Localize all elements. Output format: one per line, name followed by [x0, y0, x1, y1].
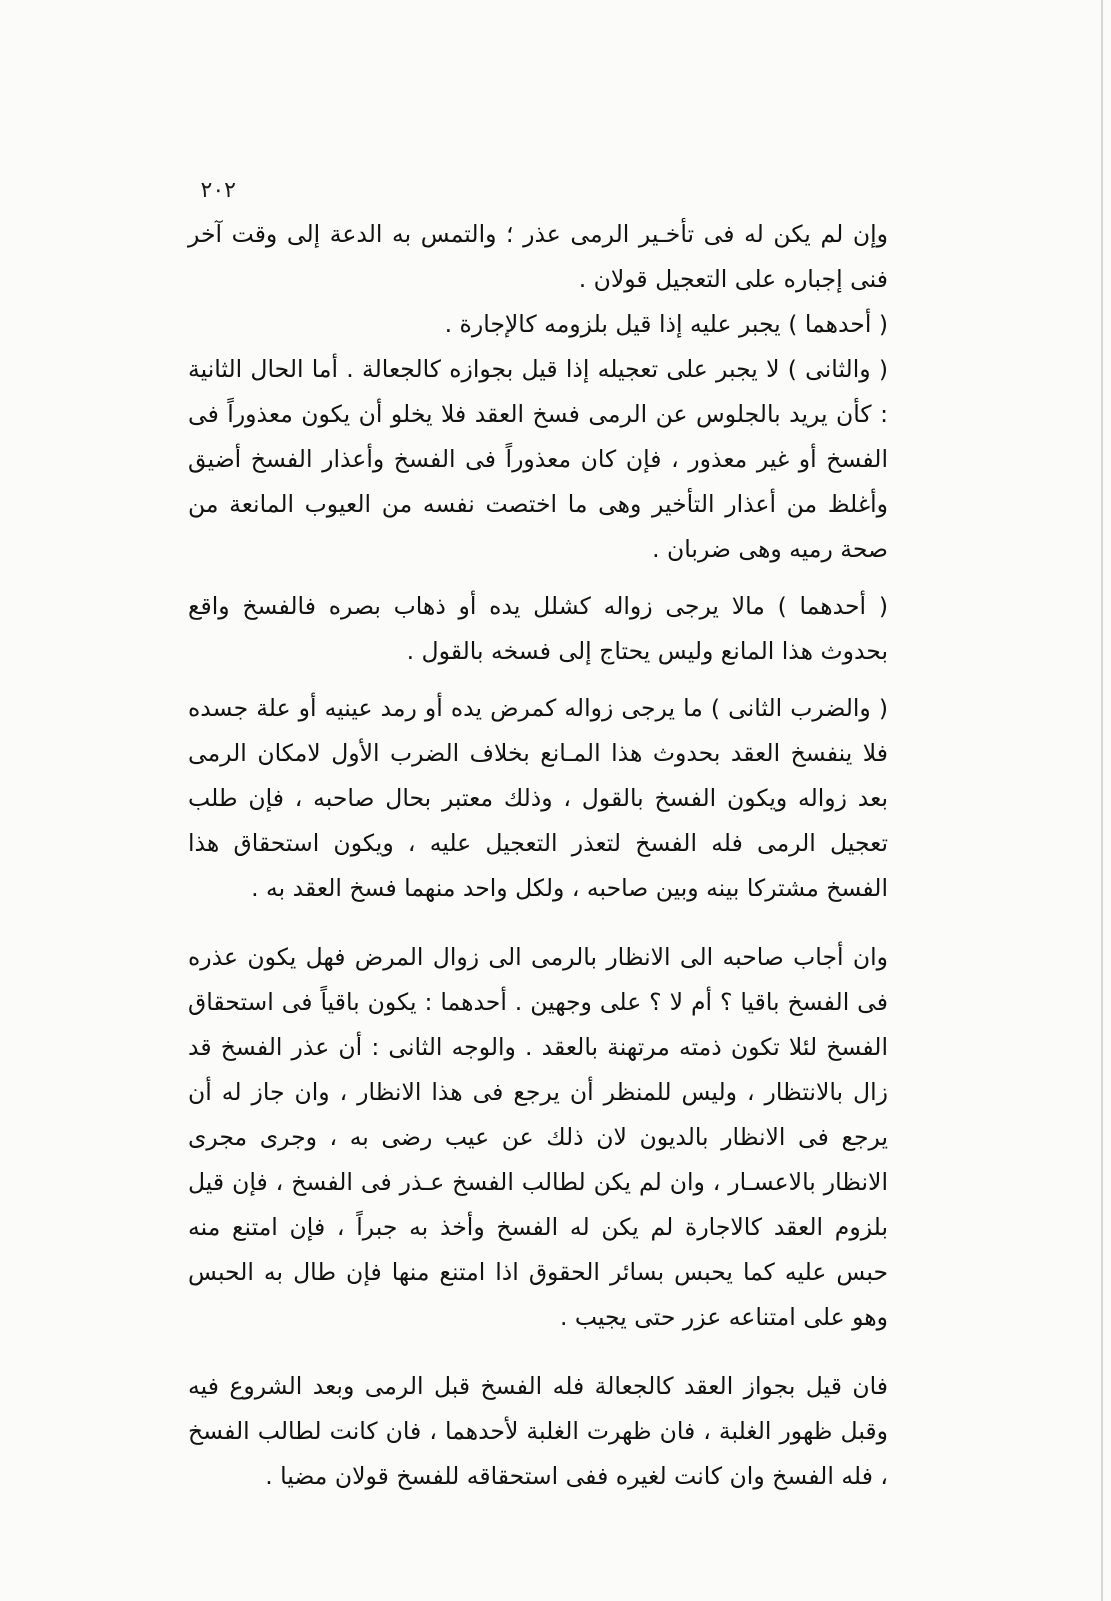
paragraph-2: ( أحدهما ) يجبر عليه إذا قيل بلزومه كالإجارة . [444, 310, 888, 338]
scan-edge-line [1101, 0, 1103, 1601]
body-text [188, 212, 888, 1499]
paragraph-3: ( والثانى ) لا يجبر على تعجيله إذا قيل بجوازه كالجعالة . أما الحال الثانية : كأن يريد بالجلوس عن الرمى فسخ العقد فلا يخلو أن يكون معذوراً فى الفسخ أو غير معذور ، فإن كان معذوراً فى الفسخ وأعذار الفسخ أضيق وأغلظ من أعذار التأخير وهى ما اختصت نفسه من العيوب المانعة من صحة رميه وهى ضربان . [188, 355, 888, 563]
paragraph-1: وإن لم يكن له فى تأخـير الرمى عذر ؛ والتمس به الدعة إلى وقت آخر فنى إجباره على التعجيل قولان . [188, 220, 888, 293]
paragraph-5: ( والضرب الثانى ) ما يرجى زواله كمرض يده أو رمد عينيه أو علة جسده فلا ينفسخ العقد بحدوث هذا المـانع بخلاف الضرب الأول لامكان الرمى بعد زواله ويكون الفسخ بالقول ، وذلك معتبر بحال صاحبه ، فإن طلب تعجيل الرمى فله الفسخ لتعذر التعجيل عليه ، ويكون استحقاق هذا الفسخ مشتركا بينه وبين صاحبه ، ولكل واحد منهما فسخ العقد به . [188, 694, 888, 902]
paragraph-6: وان أجاب صاحبه الى الانظار بالرمى الى زوال المرض فهل يكون عذره فى الفسخ باقيا ؟ أم لا ؟ على وجهين . أحدهما : يكون باقياً فى استحقاق الفسخ لئلا تكون ذمته مرتهنة بالعقد . والوجه الثانى : أن عذر الفسخ قد زال بالانتظار ، وليس للمنظر أن يرجع فى هذا الانظار ، وان جاز له أن يرجع فى الانظار بالديون لان ذلك عن عيب رضى به ، وجرى مجرى الانظار بالاعسـار ، وان لم يكن لطالب الفسخ عـذر فى الفسخ ، فإن قيل بلزوم العقد كالاجارة لم يكن له الفسخ وأخذ به جبراً ، فإن امتنع منه حبس عليه كما يحبس بسائر الحقوق اذا امتنع منها فإن طال به الحبس وهو على امتناعه عزر حتى يجيب . [188, 943, 888, 1331]
paragraph-7: فان قيل بجواز العقد كالجعالة فله الفسخ قبل الرمى وبعد الشروع فيه وقبل ظهور الغلبة ، فان ظهرت الغلبة لأحدهما ، فان كانت لطالب الفسخ ، فله الفسخ وان كانت لغيره ففى استحقاقه للفسخ قولان مضيا . [188, 1372, 888, 1490]
paragraph-4: ( أحدهما ) مالا يرجى زواله كشلل يده أو ذهاب بصره فالفسخ واقع بحدوث هذا المانع وليس يحتاج إلى فسخه بالقول . [188, 592, 888, 665]
page-number: ٢٠٢ [200, 178, 236, 203]
